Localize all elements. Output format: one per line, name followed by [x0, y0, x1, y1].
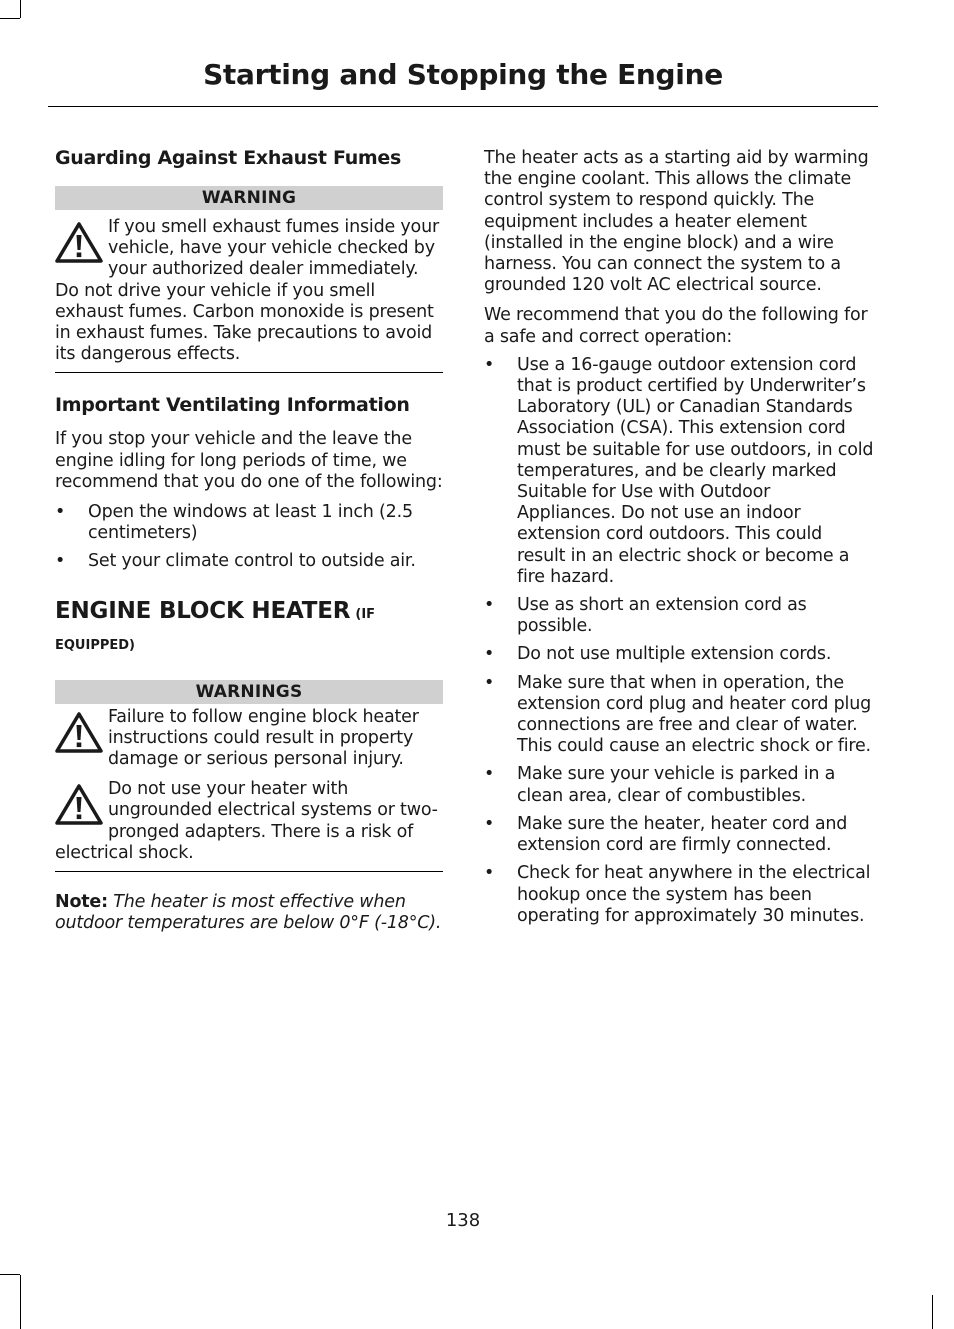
ventilating-list	[55, 502, 443, 573]
page-number: 138	[445, 1210, 481, 1231]
block-heater-warning-1	[55, 707, 443, 771]
block-heater-title: ENGINE BLOCK HEATER	[55, 597, 351, 624]
list-item-text: Make sure the heater, heater cord and extension cord are firmly connected.	[517, 813, 848, 856]
block-heater-warning-2	[55, 779, 443, 864]
paragraph-1: The heater acts as a starting aid by warming the engine coolant. This allows the climate control system to respond quickly. The equipment includes a heater element (installed in the engine block) and a wire harness. You can connect the system to a grounded 120 volt AC electrical source.	[484, 148, 869, 296]
list-item-text: Check for heat anywhere in the electrical hookup once the system has been operating for approximately 30 minutes.	[517, 863, 871, 926]
list-item-text: Make sure that when in operation, the extension cord plug and heater cord plug connections are free and clear of water. This could cause an electric shock or fire.	[517, 672, 872, 757]
warning-text-rest: of electrical shock.	[55, 821, 414, 863]
note	[55, 892, 443, 934]
bullet: •	[55, 551, 66, 572]
list-item	[484, 644, 874, 665]
bullet: •	[484, 813, 495, 834]
warning-triangle-icon	[54, 783, 104, 827]
page-title: Starting and Stopping the Engine	[203, 58, 723, 91]
bullet: •	[484, 595, 495, 616]
note-label: Note:	[55, 892, 108, 913]
list-item	[484, 764, 874, 806]
warning-text-first: If you smell exhaust fumes inside your vehicle, have your vehicle checked by your authorized dealer	[108, 217, 439, 280]
header-divider	[48, 106, 878, 107]
paragraph-2: We recommend that you do the following for a safe and correct operation:	[484, 305, 868, 347]
list-item-text: Use as short an extension cord as possible.	[517, 595, 807, 637]
list-item-text: Use a 16-gauge outdoor extension cord that is product certified by Underwriter’s Laboratory (UL) or Canadian Standards Association (CSA). This extension cord must be suitable for use outdoors, in cold temperatures, and be clearly marked Suitable for Use with Outdoor Appliances. Do not use an indoor extension cord outdoors. This could result in an electric shock or become a fire hazard.	[517, 354, 874, 587]
warning-text: Failure to follow engine block heater instructions could result in property damage or serious personal injury.	[108, 706, 419, 770]
list-item	[484, 863, 874, 927]
left-column	[55, 144, 443, 934]
right-column	[484, 148, 874, 927]
section-divider	[55, 871, 443, 872]
list-item	[484, 355, 874, 588]
list-item	[484, 673, 874, 758]
warning-label: WARNING	[55, 186, 443, 210]
block-heater-suffix-2: EQUIPPED)	[55, 637, 135, 653]
crop-mark	[0, 1274, 20, 1275]
warning-triangle-icon	[54, 221, 104, 265]
bullet: •	[484, 672, 495, 693]
bullet: •	[55, 502, 66, 523]
list-item	[55, 502, 443, 544]
bullet: •	[484, 644, 495, 665]
ventilating-intro: If you stop your vehicle and the leave the engine idling for long periods of time, we recommend that you do one of the following:	[55, 429, 443, 492]
list-item-text: Open the windows at least 1 inch (2.5 centimeters)	[88, 502, 413, 544]
block-heater-suffix: (IF	[355, 606, 376, 622]
bullet: •	[484, 354, 495, 375]
list-item-text: Make sure your vehicle is parked in a clean area, clear of combustibles.	[517, 764, 836, 806]
warning-text-rest: immediately. Do not drive your vehicle if you smell exhaust fumes. Carbon monoxide is present in exhaust fumes. Take precautions to avoid its dangerous effects.	[55, 259, 434, 365]
crop-mark	[20, 0, 21, 18]
crop-mark	[932, 1295, 933, 1329]
ventilating-heading: Important Ventilating Information	[55, 394, 410, 417]
list-item-text: Do not use multiple extension cords.	[517, 644, 832, 665]
section-divider	[55, 372, 443, 373]
warnings-label: WARNINGS	[55, 680, 443, 704]
note-text: The heater is most effective when outdoor temperatures are below 0°F (-18°C).	[55, 892, 442, 934]
crop-mark	[0, 18, 20, 19]
list-item-text: Set your climate control to outside air.	[88, 551, 416, 572]
recommendations-list	[484, 355, 874, 927]
warning-triangle-icon	[54, 711, 104, 755]
bullet: •	[484, 764, 495, 785]
exhaust-heading: Guarding Against Exhaust Fumes	[55, 147, 402, 169]
list-item	[484, 814, 874, 856]
list-item	[55, 551, 443, 572]
crop-mark	[20, 1275, 21, 1329]
list-item	[484, 595, 874, 637]
bullet: •	[484, 863, 495, 884]
block-heater-heading	[55, 596, 443, 630]
warning-text-first: Do not use your heater with ungrounded electrical systems or two-pronged adapters. There is a risk	[108, 779, 438, 842]
exhaust-warning	[55, 217, 443, 365]
